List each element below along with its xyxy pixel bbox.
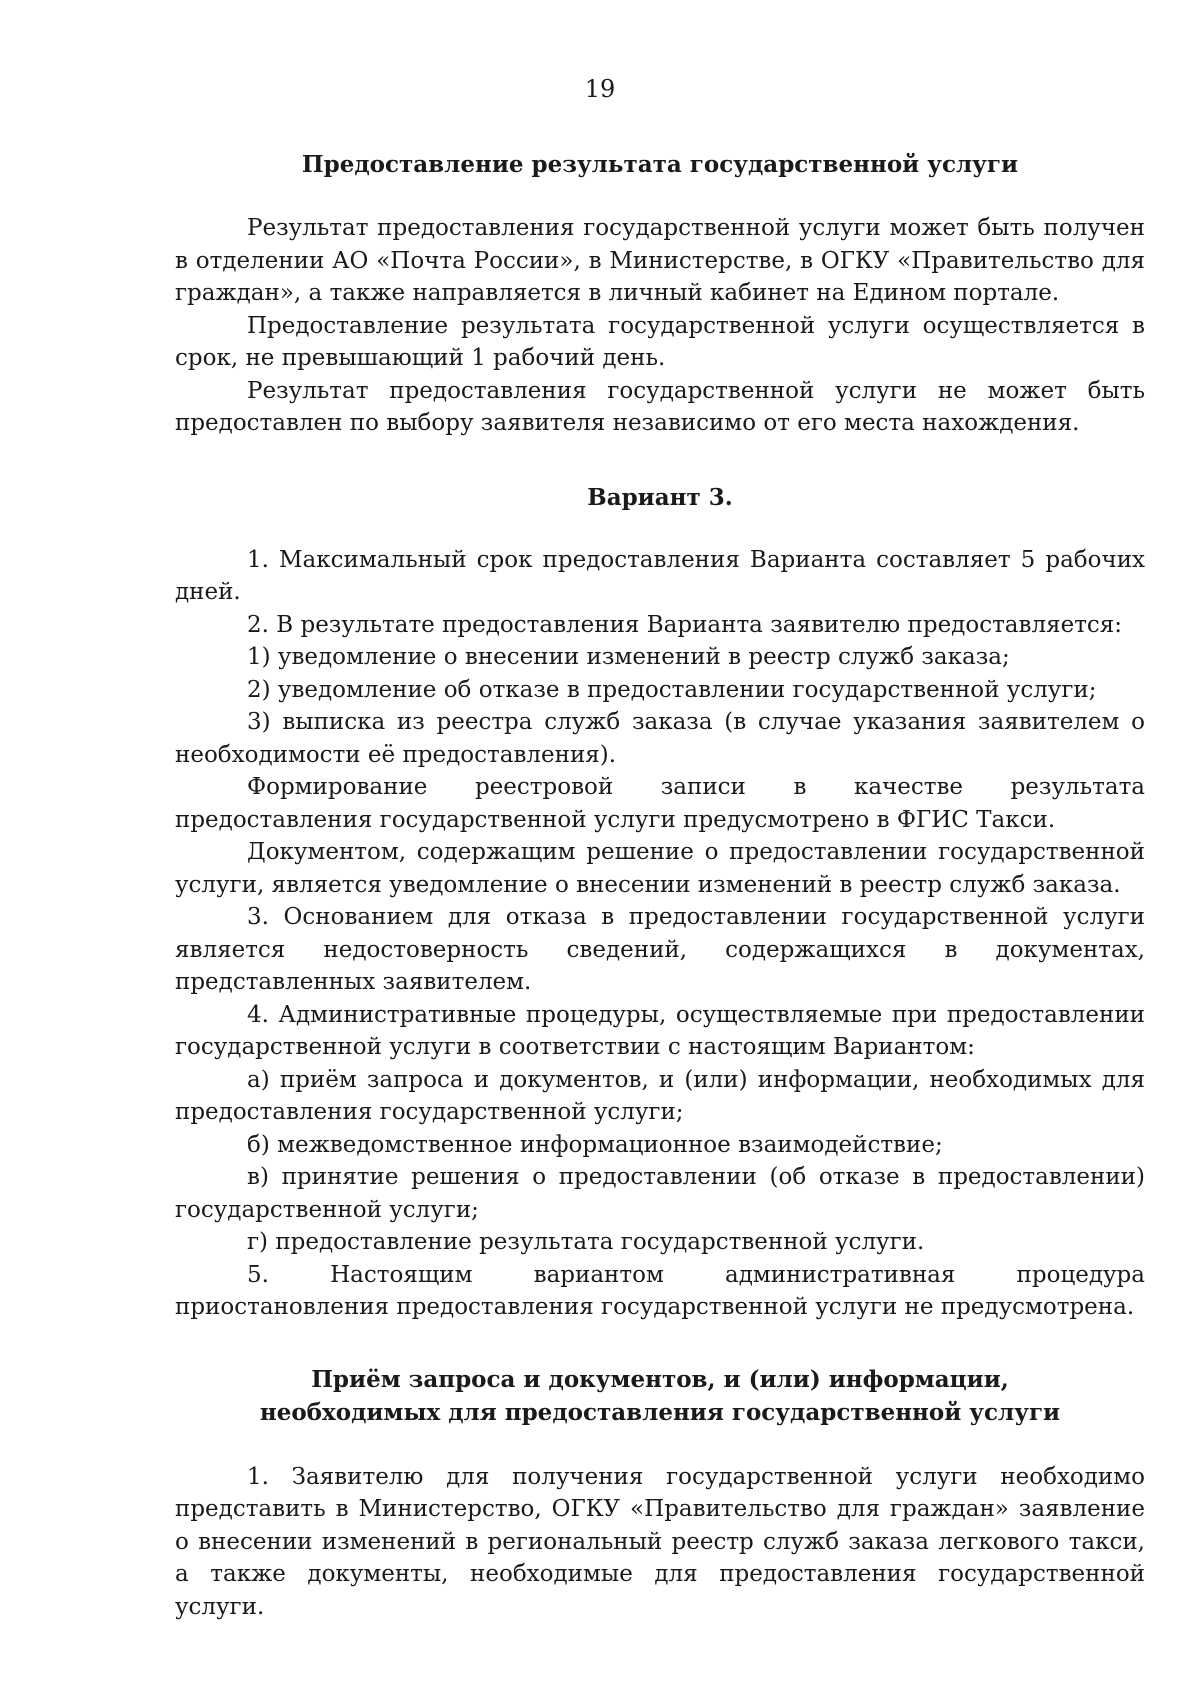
paragraph: 5. Настоящим вариантом административная процедура приостановления предоставления государственной услуги не предусмотрена. [175, 1261, 1145, 1320]
section-title-variant-3: Вариант 3. [587, 483, 733, 511]
paragraph: 1. Заявителю для получения государственной услуги необходимо представить в Министерство, ОГКУ «Правительство для граждан» заявление о внесении изменений в региональный реестр служб заказа легкового такси, а также документы, необходимые для предоставления государственной услуги. [175, 1463, 1145, 1620]
paragraph: 3. Основанием для отказа в предоставлении государственной услуги является недостоверность сведений, содержащихся в документах, представленных заявителем. [175, 904, 1145, 995]
section-title-line-1: Приём запроса и документов, и (или) информации, [311, 1365, 1009, 1393]
list-item: 3) выписка из реестра служб заказа (в случае указания заявителем о необходимости её предоставления). [175, 709, 1145, 768]
section-title-result: Предоставление результата государственной услуги [301, 151, 1019, 178]
list-item: 2) уведомление об отказе в предоставлении государственной услуги; [247, 676, 1097, 703]
paragraph: Результат предоставления государственной услуги может быть получен в отделении АО «Почта России», в Министерстве, в ОГКУ «Правительство для граждан», а также направляется в личный кабинет на Едином портале. [175, 215, 1145, 306]
paragraph: 1. Максимальный срок предоставления Варианта составляет 5 рабочих дней. [175, 546, 1145, 605]
paragraph: Документом, содержащим решение о предоставлении государственной услуги, является уведомление о внесении изменений в реестр служб заказа. [175, 839, 1145, 898]
paragraph: 2. В результате предоставления Варианта заявителю предоставляется: [247, 611, 1123, 638]
paragraph: 4. Административные процедуры, осуществляемые при предоставлении государственной услуги в соответствии с настоящим Вариантом: [175, 1001, 1145, 1060]
list-item: г) предоставление результата государственной услуги. [247, 1229, 925, 1255]
list-item: в) принятие решения о предоставлении (об отказе в предоставлении) государственной услуги; [175, 1164, 1145, 1223]
document-body [175, 148, 1145, 1623]
paragraph: Предоставление результата государственной услуги осуществляется в срок, не превышающий 1 рабочий день. [175, 312, 1145, 371]
paragraph: Результат предоставления государственной услуги не может быть предоставлен по выбору заявителя независимо от его места нахождения. [175, 377, 1145, 436]
section-title-request-intake [175, 1363, 1145, 1429]
list-item: 1) уведомление о внесении изменений в реестр служб заказа; [247, 644, 1010, 670]
list-item: а) приём запроса и документов, и (или) информации, необходимых для предоставления государственной услуги; [175, 1066, 1145, 1125]
section-title-line-2: необходимых для предоставления государственной услуги [259, 1398, 1061, 1426]
page-number: 19 [584, 75, 616, 103]
paragraph: Формирование реестровой записи в качестве результата предоставления государственной услуги предусмотрено в ФГИС Такси. [175, 774, 1145, 833]
list-item: б) межведомственное информационное взаимодействие; [247, 1131, 943, 1158]
